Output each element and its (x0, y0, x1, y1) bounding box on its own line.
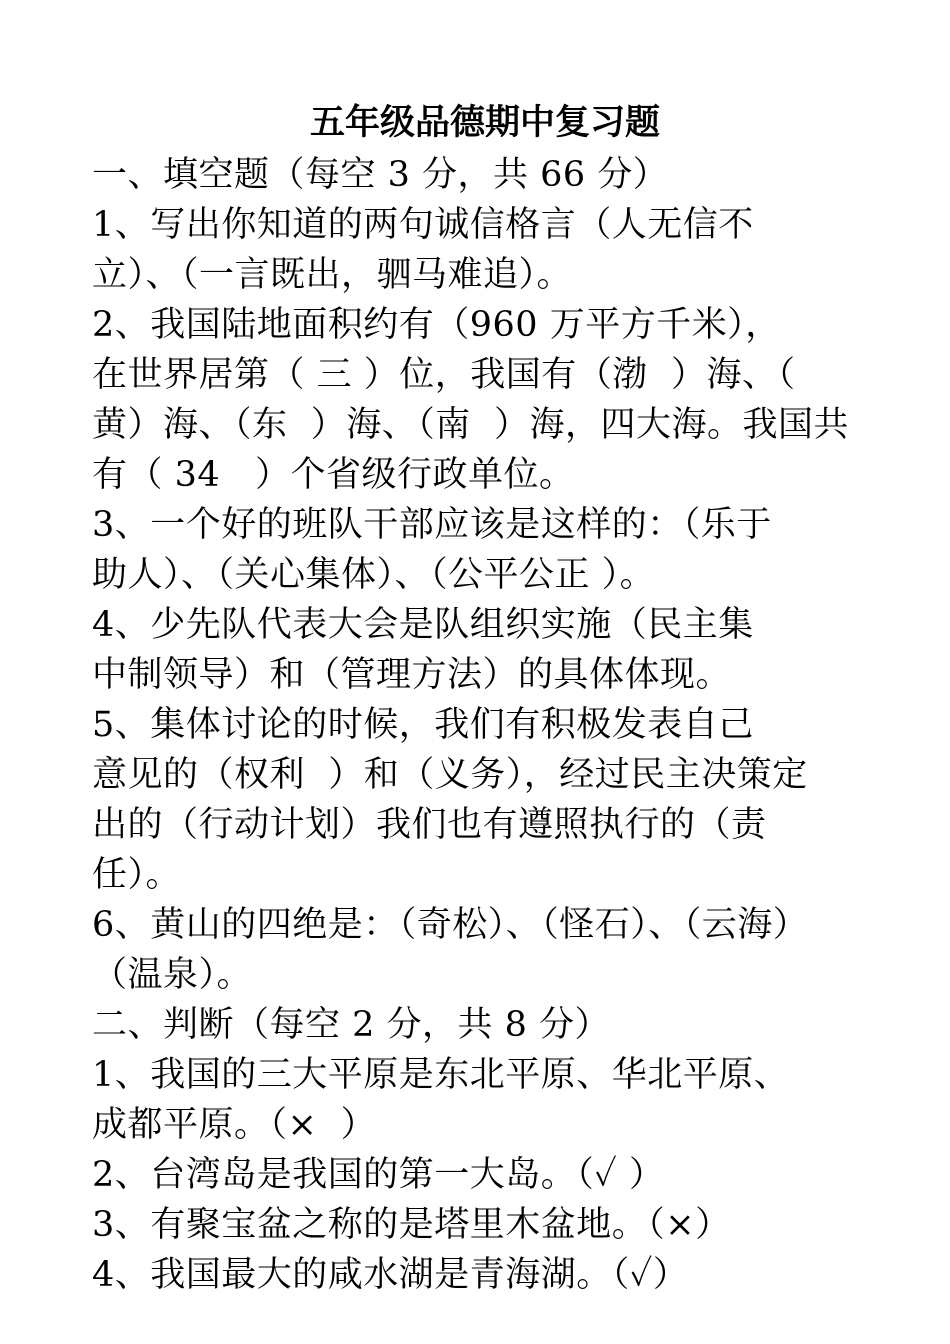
question-5-line-2: 意见的（权利 ）和（义务），经过民主决策定 (92, 755, 808, 795)
question-1-line-2: 立）、（一言既出，驷马难追）。 (92, 255, 573, 295)
question-2-line-3: 黄）海、（东 ）海、（南 ）海，四大海。我国共 (92, 405, 850, 445)
question-2-line-1: 2、我国陆地面积约有（960 万平方千米）， (92, 305, 781, 345)
question-5-line-4: 任）。 (92, 855, 182, 895)
document-title: 五年级品德期中复习题 (309, 103, 660, 143)
judgment-3: 3、有聚宝盆之称的是塔里木盆地。（×） (92, 1205, 731, 1245)
question-5-line-3: 出的（行动计划）我们也有遵照执行的（责 (92, 805, 767, 845)
judgment-4: 4、我国最大的咸水湖是青海湖。（✓） (92, 1255, 689, 1295)
question-6-line-2: （温泉）。 (92, 955, 253, 995)
question-3-line-1: 3、一个好的班队干部应该是这样的：（乐于 (92, 505, 772, 545)
section-header-fill-in: 一、填空题（每空 3 分，共 66 分） (92, 155, 669, 195)
judgment-2: 2、台湾岛是我国的第一大岛。（✓ ） (92, 1155, 665, 1195)
question-2-line-4: 有（ 34 ）个省级行政单位。 (92, 455, 575, 495)
question-2-line-2: 在世界居第（ 三 ）位，我国有（渤 ）海、（ (92, 355, 796, 395)
question-1-line-1: 1、写出你知道的两句诚信格言（人无信不 (92, 205, 754, 245)
question-4-line-2: 中制领导）和（管理方法）的具体体现。 (92, 655, 732, 695)
judgment-1-line-2: 成都平原。（× ） (92, 1105, 377, 1145)
question-6-line-1: 6、黄山的四绝是：（奇松）、（怪石）、（云海） (92, 905, 809, 945)
question-4-line-1: 4、少先队代表大会是队组织实施（民主集 (92, 605, 754, 645)
judgment-1-line-1: 1、我国的三大平原是东北平原、华北平原、 (92, 1055, 790, 1095)
question-3-line-2: 助人）、（关心集体）、（公平公正 ）。 (92, 555, 656, 595)
question-5-line-1: 5、集体讨论的时候，我们有积极发表自己 (92, 705, 754, 745)
document-page (92, 96, 862, 1300)
section-header-judgment: 二、判断（每空 2 分，共 8 分） (92, 1005, 611, 1045)
